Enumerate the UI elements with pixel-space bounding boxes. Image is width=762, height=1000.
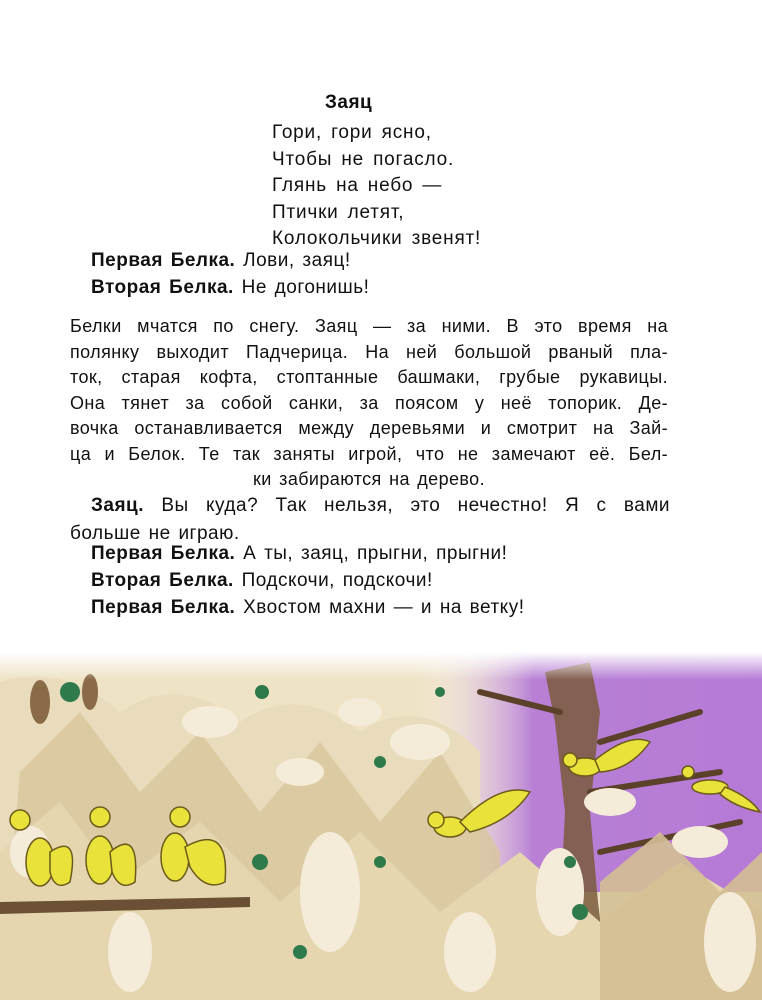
dialog-line: [91, 597, 525, 619]
speaker-name: Первая Белка.: [91, 543, 236, 564]
speech-text: А ты, заяц, прыгни, прыгни!: [235, 543, 508, 564]
song-line: Птички летят,: [272, 201, 405, 223]
speech-text: Лови, заяц!: [235, 250, 351, 271]
speaker-name: Заяц.: [91, 495, 145, 516]
speech-text: Подскочи, подскочи!: [233, 570, 433, 591]
hare-speech-line: [70, 492, 670, 520]
speaker-name: Первая Белка.: [91, 597, 236, 618]
dialog-line: [91, 570, 433, 592]
song-line: Глянь на небо —: [272, 175, 443, 196]
stage-line: Она тянет за собой санки, за поясом у неё топорик. Де-: [70, 392, 668, 413]
speaker-name: Вторая Белка.: [91, 570, 234, 591]
speech-text: Не догонишь!: [233, 277, 370, 298]
speech-text: Вы куда? Так нельзя, это нечестно! Я с вами: [144, 495, 670, 516]
song-speaker-title: Заяц: [325, 92, 373, 113]
song-verse: [272, 120, 481, 253]
stage-line: Белки мчатся по снегу. Заяц — за ними. В это время на: [70, 316, 668, 336]
stage-line: ки забираются на дерево.: [253, 469, 485, 489]
dialog-line: [91, 277, 369, 299]
hare-speech-line: больше не играю.: [70, 522, 240, 544]
stage-direction: [70, 314, 668, 493]
top-fade: [0, 652, 762, 1000]
stage-line: вочка останавливается между деревьями и смотрит на Зай-: [70, 418, 668, 438]
illustration-canvas: [0, 652, 762, 1000]
song-line: Гори, гори ясно,: [272, 122, 432, 143]
song-line: Чтобы не погасло.: [272, 148, 455, 170]
stage-line: ца и Белок. Те так заняты игрой, что не замечают её. Бел-: [70, 443, 668, 464]
speaker-name: Первая Белка.: [91, 250, 236, 271]
winter-forest-illustration: [0, 652, 762, 1000]
dialog-line: [91, 543, 507, 565]
hare-speech: [70, 492, 670, 547]
song-line: Колокольчики звенят!: [272, 228, 482, 249]
speaker-name: Вторая Белка.: [91, 277, 234, 298]
stage-line: полянку выходит Падчерица. На ней большой рваный пла-: [70, 341, 668, 362]
dialog-line: [91, 250, 351, 272]
speech-text: Хвостом махни — и на ветку!: [235, 597, 525, 618]
stage-line: ток, старая кофта, стоптанные башмаки, грубые рукавицы.: [70, 367, 668, 387]
